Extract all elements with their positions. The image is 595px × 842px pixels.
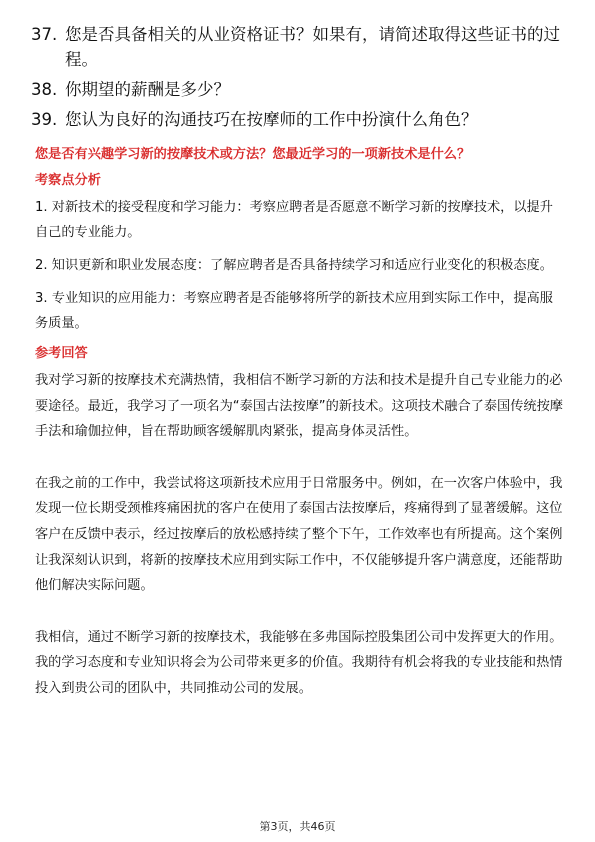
answer-paragraph: 我相信，通过不断学习新的按摩技术，我能够在多弗国际控股集团公司中发挥更大的作用。我的学习态度和专业知识将会为公司带来更多的价值。我期待有机会将我的专业技能和热情投入到贵公司的团队中，共同推动公司的发展。: [35, 629, 563, 696]
question-text: 您是否具备相关的从业资格证书？如果有，请简述取得这些证书的过程。: [65, 25, 560, 69]
analysis-point: 1. 对新技术的接受程度和学习能力：考察应聘者是否愿意不断学习新的按摩技术，以提升自己的专业能力。: [35, 200, 553, 240]
page-footer: 第3页，共46页: [259, 820, 336, 833]
answer-paragraph: 我对学习新的按摩技术充满热情，我相信不断学习新的方法和技术是提升自己专业能力的必要途径。最近，我学习了一项名为“泰国古法按摩”的新技术。这项技术融合了泰国传统按摩手法和瑜伽拉伸，旨在帮助顾客缓解肌肉紧张，提高身体灵活性。: [35, 373, 563, 440]
paragraph-gap: [35, 445, 565, 471]
list-item: [31, 107, 571, 132]
paragraph-gap: [35, 599, 565, 625]
question-list: [31, 22, 571, 137]
question-number: 37.: [31, 25, 58, 44]
question-text: 你期望的薪酬是多少？: [65, 80, 230, 99]
analysis-point: 2. 知识更新和职业发展态度：了解应聘者是否具备持续学习和适应行业变化的积极态度。: [35, 258, 553, 273]
answer-paragraph: 在我之前的工作中，我尝试将这项新技术应用于日常服务中。例如，在一次客户体验中，我发现一位长期受颈椎疼痛困扰的客户在使用了泰国古法按摩后，疼痛得到了显著缓解。这位客户在反馈中表示，经过按摩后的放松感持续了整个下午，工作效率也有所提高。这个案例让我深刻认识到，将新的按摩技术应用到实际工作中，不仅能够提升客户满意度，还能帮助他们解决实际问题。: [35, 475, 563, 594]
answer-label: 参考回答: [35, 346, 88, 361]
question-number: 39.: [31, 110, 58, 129]
question-text: 您认为良好的沟通技巧在按摩师的工作中扮演什么角色？: [65, 110, 478, 129]
analysis-label: 考察点分析: [35, 173, 101, 188]
analysis-point: 3. 专业知识的应用能力：考察应聘者是否能够将所学的新技术应用到实际工作中，提高服务质量。: [35, 291, 553, 331]
list-item: [31, 77, 571, 102]
section-question-heading: 您是否有兴趣学习新的按摩技术或方法？您最近学习的一项新技术是什么？: [35, 147, 471, 162]
list-item: [31, 22, 571, 72]
question-number: 38.: [31, 80, 58, 99]
question-section: [35, 145, 565, 702]
